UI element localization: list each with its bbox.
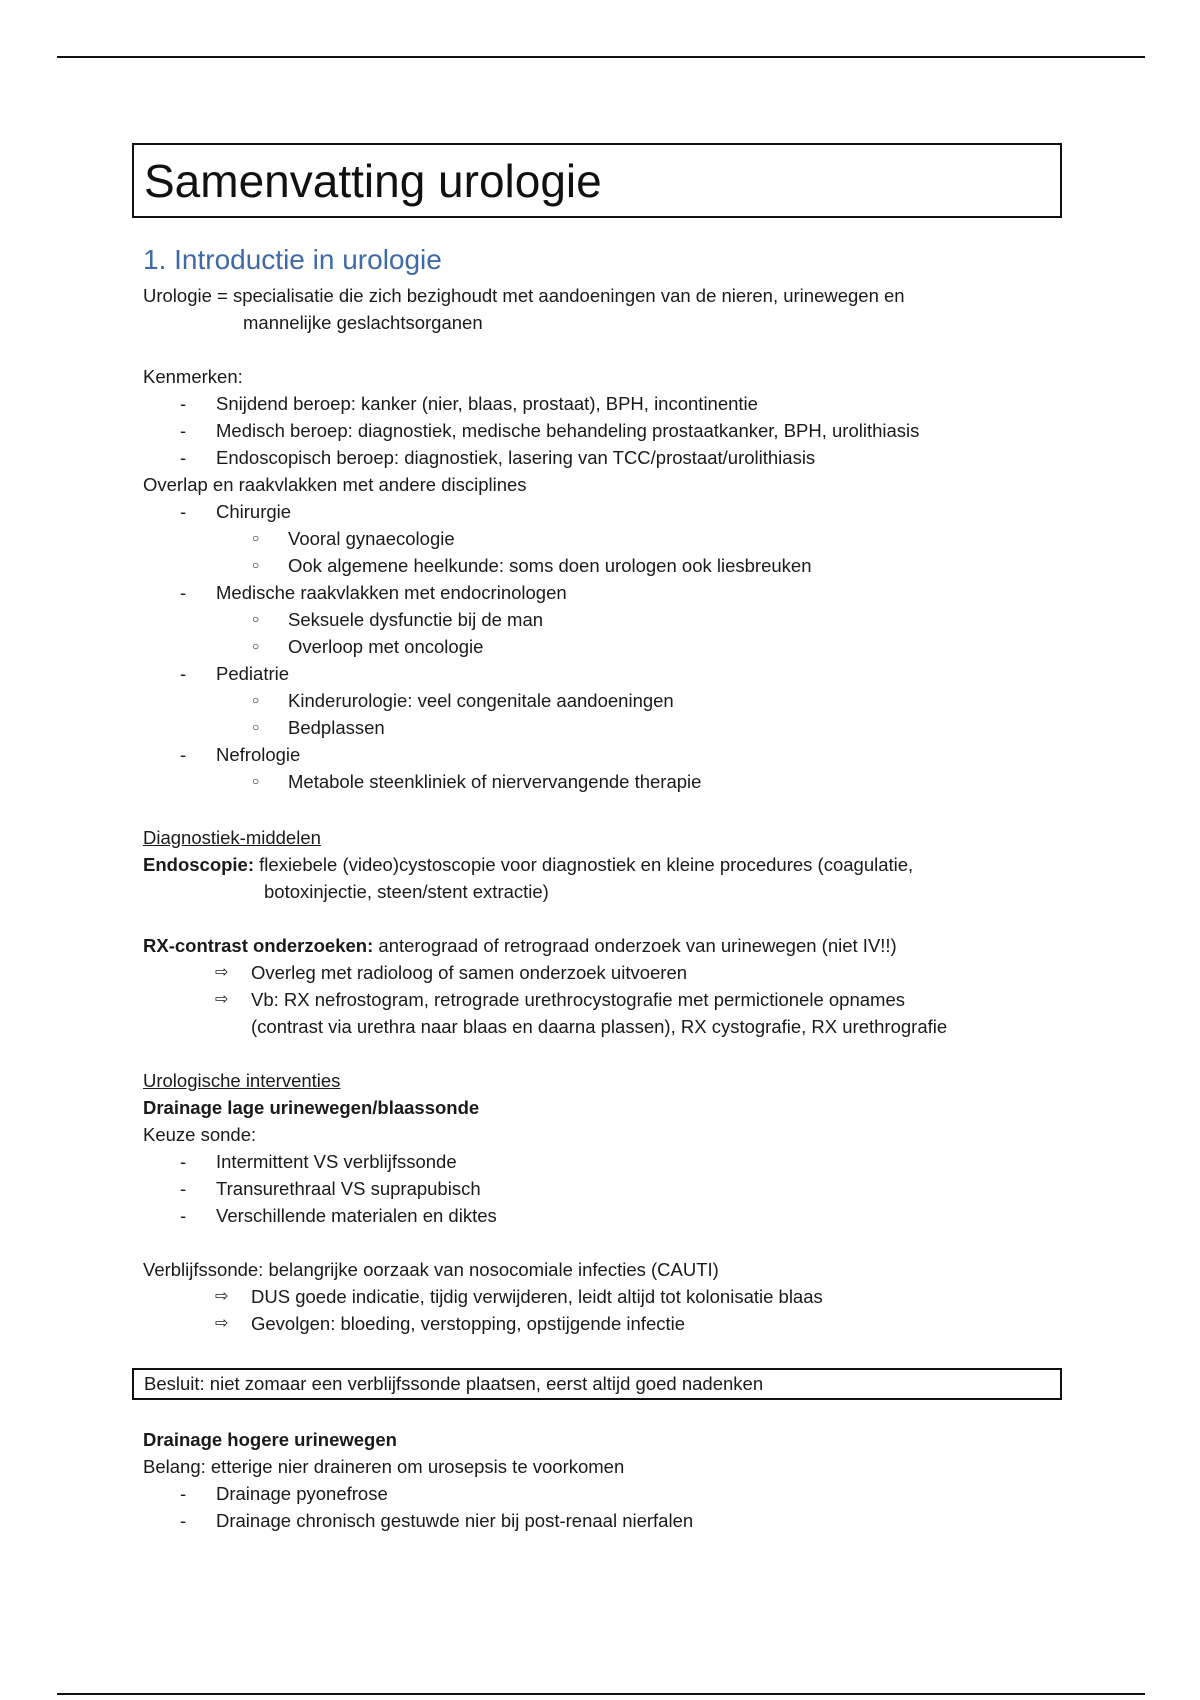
list-item: - Nefrologie [143,741,919,768]
rx-section [143,932,947,1040]
arrow-item: ⇨ Vb: RX nefrostogram, retrograde urethrocystografie met permictionele opnames [143,986,947,1013]
diagnostiek-heading: Diagnostiek-middelen [143,827,321,848]
arrow-item-cont: (contrast via urethra naar blaas en daarna plassen), RX cystografie, RX urethrografie [251,1016,948,1037]
arrow-item: ⇨ Overleg met radioloog of samen onderzoek uitvoeren [143,959,947,986]
definition-line: Urologie = specialisatie die zich bezighoudt met aandoeningen van de nieren, urinewegen en [143,285,905,306]
drainage-lage-heading: Drainage lage urinewegen/blaassonde [143,1097,480,1118]
drainage-hogere-heading: Drainage hogere urinewegen [143,1429,397,1450]
interventies-heading: Urologische interventies [143,1070,341,1091]
kenmerken-label: Kenmerken: [143,366,243,387]
verblijf-line: Verblijfssonde: belangrijke oorzaak van nosocomiale infecties (CAUTI) [143,1259,719,1280]
sub-list-item: ○ Kinderurologie: veel congenitale aandoeningen [143,687,919,714]
rx-label: RX-contrast onderzoeken: [143,935,374,956]
header-rule [57,56,1145,58]
list-item: - Medische raakvlakken met endocrinologen [143,579,919,606]
list-item: - Chirurgie [143,498,919,525]
sub-list-item: ○ Bedplassen [143,714,919,741]
list-item: - Medisch beroep: diagnostiek, medische behandeling prostaatkanker, BPH, urolithiasis [143,417,919,444]
document-title: Samenvatting urologie [144,155,602,207]
verblijf-section [143,1256,823,1337]
arrow-item: ⇨ DUS goede indicatie, tijdig verwijderen, leidt altijd tot kolonisatie blaas [143,1283,823,1310]
keuze-label: Keuze sonde: [143,1124,257,1145]
list-item: - Transurethraal VS suprapubisch [143,1175,497,1202]
definition-line: mannelijke geslachtsorganen [243,312,483,333]
diagnostiek-section [143,824,913,905]
list-item: - Endoscopisch beroep: diagnostiek, lasering van TCC/prostaat/urolithiasis [143,444,919,471]
sub-list-item: ○ Seksuele dysfunctie bij de man [143,606,919,633]
kenmerken-section [143,363,919,795]
interventies-section [143,1067,497,1229]
sub-list-item: ○ Ook algemene heelkunde: soms doen urologen ook liesbreuken [143,552,919,579]
list-item: - Intermittent VS verblijfssonde [143,1148,497,1175]
endoscopie-label: Endoscopie: [143,854,255,875]
sub-list-item: ○ Vooral gynaecologie [143,525,919,552]
overlap-label: Overlap en raakvlakken met andere disciplines [143,474,527,495]
endoscopie-text: flexiebele (video)cystoscopie voor diagnostiek en kleine procedures (coagulatie, [254,854,914,875]
sub-list-item: ○ Metabole steenkliniek of niervervangende therapie [143,768,919,795]
endoscopie-line [143,851,913,878]
section-heading: 1. Introductie in urologie [143,244,442,275]
belang-line: Belang: etterige nier draineren om urosepsis te voorkomen [143,1456,625,1477]
list-item: - Pediatrie [143,660,919,687]
intro-definition [143,282,905,336]
list-item: - Snijdend beroep: kanker (nier, blaas, prostaat), BPH, incontinentie [143,390,919,417]
rx-line [143,932,947,959]
arrow-item: ⇨ Gevolgen: bloeding, verstopping, opstijgende infectie [143,1310,823,1337]
besluit-box [132,1368,1062,1400]
hogere-section [143,1426,693,1534]
sub-list-item: ○ Overloop met oncologie [143,633,919,660]
list-item: - Drainage pyonefrose [143,1480,693,1507]
list-item: - Drainage chronisch gestuwde nier bij post-renaal nierfalen [143,1507,693,1534]
footer-rule [57,1693,1145,1695]
endoscopie-cont: botoxinjectie, steen/stent extractie) [264,881,549,902]
besluit-text: Besluit: niet zomaar een verblijfssonde plaatsen, eerst altijd goed nadenken [144,1373,764,1394]
list-item: - Verschillende materialen en diktes [143,1202,497,1229]
rx-text: anterograad of retrograad onderzoek van urinewegen (niet IV!!) [373,935,897,956]
title-box [132,143,1062,218]
